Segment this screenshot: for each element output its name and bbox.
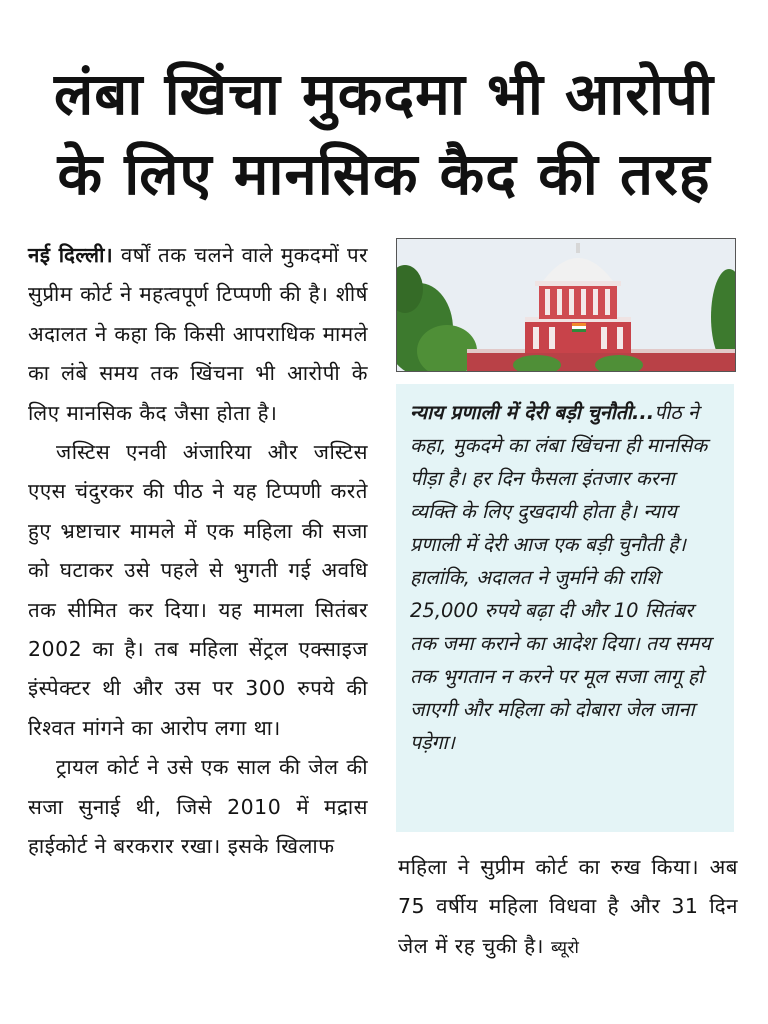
article-text-continued: महिला ने सुप्रीम कोर्ट का रुख किया। अब 75 वर्षीय महिला विधवा है और 31 दिन जेल में रह चुकी है। (398, 855, 738, 958)
article-left-column (28, 236, 368, 867)
article-right-column (398, 848, 738, 968)
article-paragraph-1 (28, 236, 368, 433)
sidebar-body: पीठ ने कहा, मुकदमे का लंबा खिंचना ही मानसिक पीड़ा है। हर दिन फैसला इंतजार करना व्यक्ति के लिए दुखदायी होता है। न्याय प्रणाली में देरी आज एक बड़ी चुनौती है। हालांकि, अदालत ने जुर्माने की राशि 25,000 रुपये बढ़ा दी और 10 सितंबर तक जमा कराने का आदेश दिया। तय समय तक भुगतान न करने पर मूल सजा लागू हो जाएगी और महिला को दोबारा जेल जाना पड़ेगा। (410, 401, 711, 754)
supreme-court-photo (396, 238, 736, 372)
article-text-1: वर्षों तक चलने वाले मुकदमों पर सुप्रीम कोर्ट ने महत्वपूर्ण टिप्पणी की है। शीर्ष अदालत ने कहा कि किसी आपराधिक मामले का लंबे समय तक खिंचना भी आरोपी के लिए मानसिक कैद जैसा होता है। (28, 243, 369, 425)
sidebar-lead: न्याय प्रणाली में देरी बड़ी चुनौती... (410, 401, 655, 424)
article-paragraph-3: ट्रायल कोर्ट ने उसे एक साल की जेल की सजा सुनाई थी, जिसे 2010 में मद्रास हाईकोर्ट ने बरकरार रखा। इसके खिलाफ (28, 755, 368, 859)
sidebar-box (396, 384, 734, 832)
headline-line-2: के लिए मानसिक कैद की तरह (57, 140, 711, 208)
article-paragraph-3-continued (398, 848, 738, 968)
dateline: नई दिल्ली। (28, 243, 114, 267)
byline: ब्यूरो (550, 937, 580, 958)
headline-line-1: लंबा खिंचा मुकदमा भी आरोपी (53, 60, 715, 128)
article-paragraph-2: जस्टिस एनवी अंजारिया और जस्टिस एएस चंदुरकर की पीठ ने यह टिप्पणी करते हुए भ्रष्टाचार मामले में एक महिला की सजा को घटाकर उसे पहले से भुगती गई अवधि तक सीमित कर दिया। यह मामला सितंबर 2002 का है। तब महिला सेंट्रल एक्साइज इंस्पेक्टर थी और उस पर 300 रुपये की रिश्वत मांगने का आरोप लगा था। (28, 440, 368, 740)
